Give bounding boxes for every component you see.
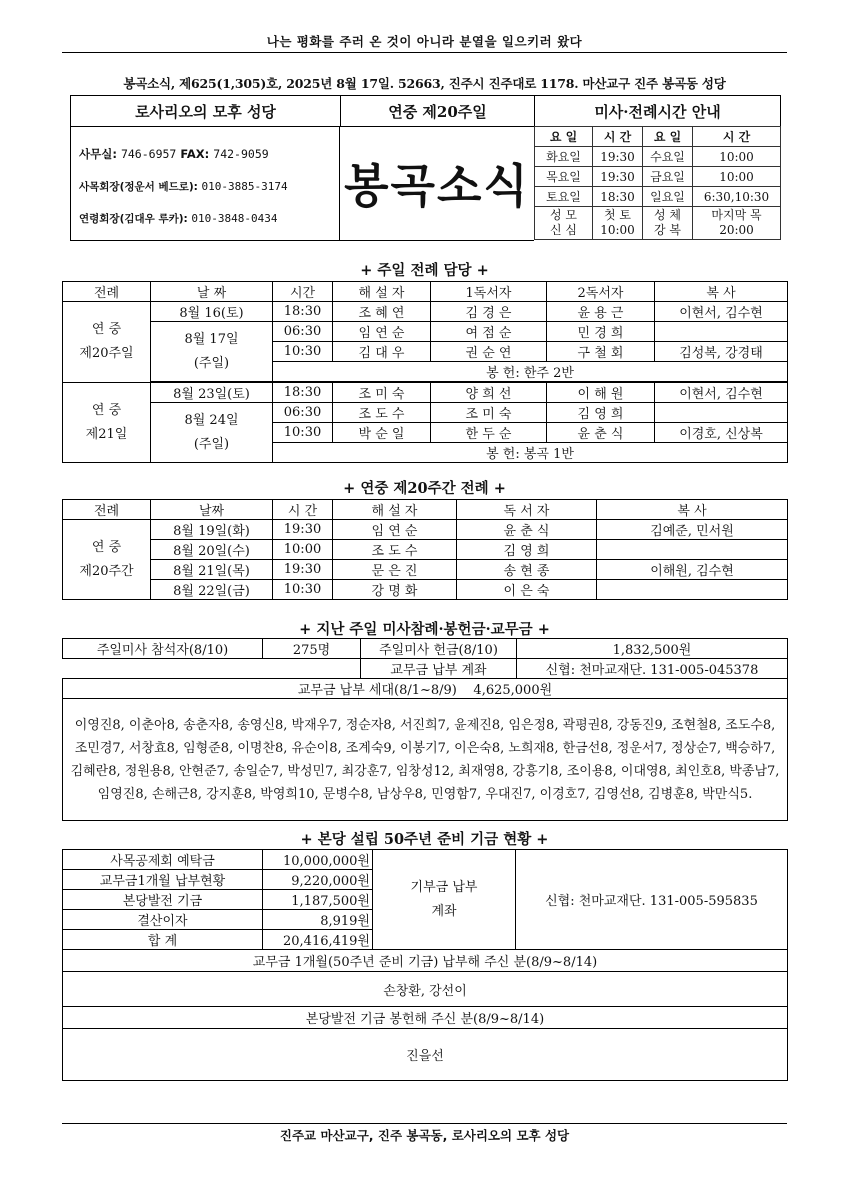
offering-group-cell: 봉 헌: 봉곡 1반 <box>273 443 788 463</box>
time-cell: 19:30 <box>273 520 333 540</box>
mass-cell: 일요일 <box>643 187 693 207</box>
server-cell: 이현서, 김수현 <box>655 302 788 322</box>
column-header: 1독서자 <box>431 282 547 302</box>
fund-item-label: 결산이자 <box>63 910 263 930</box>
server-cell <box>597 580 788 600</box>
fund-account-value: 신협: 천마교재단. 131-005-595835 <box>516 850 788 950</box>
commentator-cell: 임 연 순 <box>333 322 431 342</box>
commentator-cell: 박 순 일 <box>333 423 431 443</box>
sunday-liturgy-table <box>62 281 788 463</box>
week-label: 연 중 제20주간 <box>63 520 151 600</box>
server-cell <box>597 540 788 560</box>
contact-box <box>70 126 340 241</box>
union-line: 연령회장(김대우 루카): 010-3848-0434 <box>79 212 278 225</box>
fund-title: + 본당 설립 50주년 준비 기금 현황 + <box>300 831 549 848</box>
server-cell <box>655 322 788 342</box>
commentator-cell: 강 명 화 <box>333 580 457 600</box>
offering-title: + 지난 주일 미사참례·봉헌금·교무금 + <box>299 621 550 638</box>
column-header: 전례 <box>63 500 151 520</box>
date-cell: 8월 17일 (주일) <box>151 322 273 382</box>
column-header: 날 짜 <box>151 282 273 302</box>
reader1-cell: 한 두 순 <box>431 423 547 443</box>
fund-total-label: 합 계 <box>63 930 263 950</box>
reader2-cell: 윤 용 근 <box>547 302 655 322</box>
account-value: 신협: 천마교재단. 131-005-045378 <box>517 659 788 679</box>
time-cell: 10:30 <box>273 423 333 443</box>
mass-header-time2: 시 간 <box>693 127 781 147</box>
server-cell: 이현서, 김수현 <box>655 383 788 403</box>
mass-cell: 6:30,10:30 <box>693 187 781 207</box>
header-table <box>70 95 781 127</box>
commentator-cell: 조 도 수 <box>333 403 431 423</box>
footer-text: 진주교 마산교구, 진주 봉곡동, 로사리오의 모후 성당 <box>279 1128 570 1143</box>
mass-guide-title: 미사·전례시간 안내 <box>535 96 781 127</box>
mass-header-day: 요 일 <box>535 127 593 147</box>
column-header: 독 서 자 <box>457 500 597 520</box>
parish-name: 로사리오의 모후 성당 <box>71 96 341 127</box>
time-cell: 10:30 <box>273 342 333 362</box>
server-cell: 이경호, 신상복 <box>655 423 788 443</box>
fund-item-value: 1,187,500원 <box>263 890 373 910</box>
account-label: 교무금 납부 계좌 <box>361 659 517 679</box>
date-cell: 8월 16(토) <box>151 302 273 322</box>
date-cell: 8월 23일(토) <box>151 383 273 403</box>
column-header: 날짜 <box>151 500 273 520</box>
reader-cell: 이 은 숙 <box>457 580 597 600</box>
mass-cell: 수요일 <box>643 147 693 167</box>
sunday-liturgy-title: + 주일 전례 담당 + <box>360 262 489 279</box>
reader1-cell: 김 경 은 <box>431 302 547 322</box>
donors2-label: 본당발전 기금 봉헌해 주신 분(8/9~8/14) <box>63 1007 788 1029</box>
column-header: 2독서자 <box>547 282 655 302</box>
offering-table <box>62 638 788 821</box>
column-header: 시 간 <box>273 500 333 520</box>
donors2-names: 진을선 <box>63 1029 788 1081</box>
reader2-cell: 이 해 원 <box>547 383 655 403</box>
commentator-cell: 조 미 숙 <box>333 383 431 403</box>
commentator-cell: 조 혜 연 <box>333 302 431 322</box>
time-cell: 10:30 <box>273 580 333 600</box>
offering-value: 1,832,500원 <box>517 639 788 659</box>
fund-item-label: 사목공제회 예탁금 <box>63 850 263 870</box>
reader1-cell: 양 희 선 <box>431 383 547 403</box>
time-cell: 19:30 <box>273 560 333 580</box>
server-cell: 이해원, 김수현 <box>597 560 788 580</box>
attendance-value: 275명 <box>263 639 361 659</box>
motto: 나는 평화를 주러 온 것이 아니라 분열을 일으키러 왔다 <box>266 34 583 49</box>
reader2-cell: 구 철 회 <box>547 342 655 362</box>
donors1-label: 교무금 1개월(50주년 준비 기금) 납부해 주신 분(8/9~8/14) <box>63 950 788 972</box>
column-header: 해 설 자 <box>333 500 457 520</box>
date-cell: 8월 20일(수) <box>151 540 273 560</box>
column-header: 해 설 자 <box>333 282 431 302</box>
fund-account-label: 기부금 납부 계좌 <box>373 850 516 950</box>
mass-header-day2: 요 일 <box>643 127 693 147</box>
fund-item-value: 8,919원 <box>263 910 373 930</box>
council-line: 사목회장(정운서 베드로): 010-3885-3174 <box>79 180 288 193</box>
mass-times-table <box>534 126 781 240</box>
fund-table <box>62 849 788 1081</box>
fund-item-value: 10,000,000원 <box>263 850 373 870</box>
mass-cell: 마지막 목 20:00 <box>693 207 781 240</box>
reader1-cell: 권 순 연 <box>431 342 547 362</box>
contributor-names: 이영진8, 이춘아8, 송춘자8, 송영신8, 박재우7, 정순자8, 서진희7, 윤제진8, 임은정8, 곽평권8, 강동진9, 조현철8, 조도수8, 조민경7, 서창효8, 임형준8, 이명찬8, 유순이8, 조계숙9, 이봉기7, 이은숙8, 노희재8, 한금선8, 정운서7, 정상순7, 백승하7, 김혜란8, 정원용8, 안현준7, 송일순7, 박성민7, 최강훈7, 임창성12, 최재영8, 강흥기8, 조이용8, 이대영8, 최인호8, 박종남7, 임영진8, 손해근8, 강지훈8, 박영희10, 문병수8, 남상우8, 민영함7, 우대진7, 이경호7, 김영선8, 김병훈8, 박만식5. <box>63 699 788 821</box>
reader2-cell: 윤 춘 식 <box>547 423 655 443</box>
mass-cell: 10:00 <box>693 147 781 167</box>
commentator-cell: 김 대 우 <box>333 342 431 362</box>
date-cell: 8월 21일(목) <box>151 560 273 580</box>
week-label: 연 중 제20주일 <box>63 302 151 383</box>
fund-total-value: 20,416,419원 <box>263 930 373 950</box>
reader1-cell: 여 점 순 <box>431 322 547 342</box>
mass-cell: 성 모 신 심 <box>535 207 593 240</box>
mass-cell: 18:30 <box>593 187 643 207</box>
mass-cell: 19:30 <box>593 147 643 167</box>
offering-group-cell: 봉 헌: 한주 2반 <box>273 362 788 382</box>
date-cell: 8월 24일 (주일) <box>151 403 273 463</box>
time-cell: 18:30 <box>273 302 333 322</box>
fund-item-label: 본당발전 기금 <box>63 890 263 910</box>
reader-cell: 윤 춘 식 <box>457 520 597 540</box>
mass-header-time: 시 간 <box>593 127 643 147</box>
reader2-cell: 민 경 희 <box>547 322 655 342</box>
time-cell: 10:00 <box>273 540 333 560</box>
weekday-liturgy-title: + 연중 제20주간 전례 + <box>343 480 506 497</box>
divider <box>62 52 787 53</box>
time-cell: 06:30 <box>273 322 333 342</box>
reader-cell: 김 영 희 <box>457 540 597 560</box>
title-box <box>340 126 534 241</box>
time-cell: 18:30 <box>273 383 333 403</box>
mass-cell: 금요일 <box>643 167 693 187</box>
mass-cell: 성 체 강 복 <box>643 207 693 240</box>
column-header: 시간 <box>273 282 333 302</box>
weekday-liturgy-table <box>62 499 788 600</box>
server-cell: 김성복, 강경태 <box>655 342 788 362</box>
offering-label: 주일미사 헌금(8/10) <box>361 639 517 659</box>
server-cell <box>655 403 788 423</box>
column-header: 전례 <box>63 282 151 302</box>
commentator-cell: 문 은 진 <box>333 560 457 580</box>
time-cell: 06:30 <box>273 403 333 423</box>
households-row: 교무금 납부 세대(8/1~8/9) 4,625,000원 <box>63 679 788 699</box>
mass-cell: 화요일 <box>535 147 593 167</box>
column-header: 복 사 <box>655 282 788 302</box>
date-cell: 8월 19일(화) <box>151 520 273 540</box>
newsletter-title: 봉곡소식 <box>344 159 530 213</box>
week-label: 연 중 제21일 <box>63 383 151 463</box>
office-line: 사무실: 746-6957 FAX: 742-9059 <box>79 147 269 161</box>
commentator-cell: 조 도 수 <box>333 540 457 560</box>
mass-cell: 19:30 <box>593 167 643 187</box>
reader-cell: 송 현 종 <box>457 560 597 580</box>
fund-item-label: 교무금1개월 납부현황 <box>63 870 263 890</box>
reader2-cell: 김 영 희 <box>547 403 655 423</box>
mass-cell: 첫 토 10:00 <box>593 207 643 240</box>
issue-info: 봉곡소식, 제625(1,305)호, 2025년 8월 17일. 52663, 진주시 진주대로 1178. 마산교구 진주 봉곡동 성당 <box>123 76 726 91</box>
footer-divider <box>62 1123 787 1124</box>
fund-item-value: 9,220,000원 <box>263 870 373 890</box>
donors1-names: 손창환, 강선이 <box>63 972 788 1007</box>
attendance-label: 주일미사 참석자(8/10) <box>63 639 263 659</box>
server-cell: 김예준, 민서원 <box>597 520 788 540</box>
commentator-cell: 임 연 순 <box>333 520 457 540</box>
mass-cell: 토요일 <box>535 187 593 207</box>
mass-cell: 목요일 <box>535 167 593 187</box>
mass-cell: 10:00 <box>693 167 781 187</box>
column-header: 복 사 <box>597 500 788 520</box>
sunday-title: 연중 제20주일 <box>341 96 535 127</box>
date-cell: 8월 22일(금) <box>151 580 273 600</box>
reader1-cell: 조 미 숙 <box>431 403 547 423</box>
